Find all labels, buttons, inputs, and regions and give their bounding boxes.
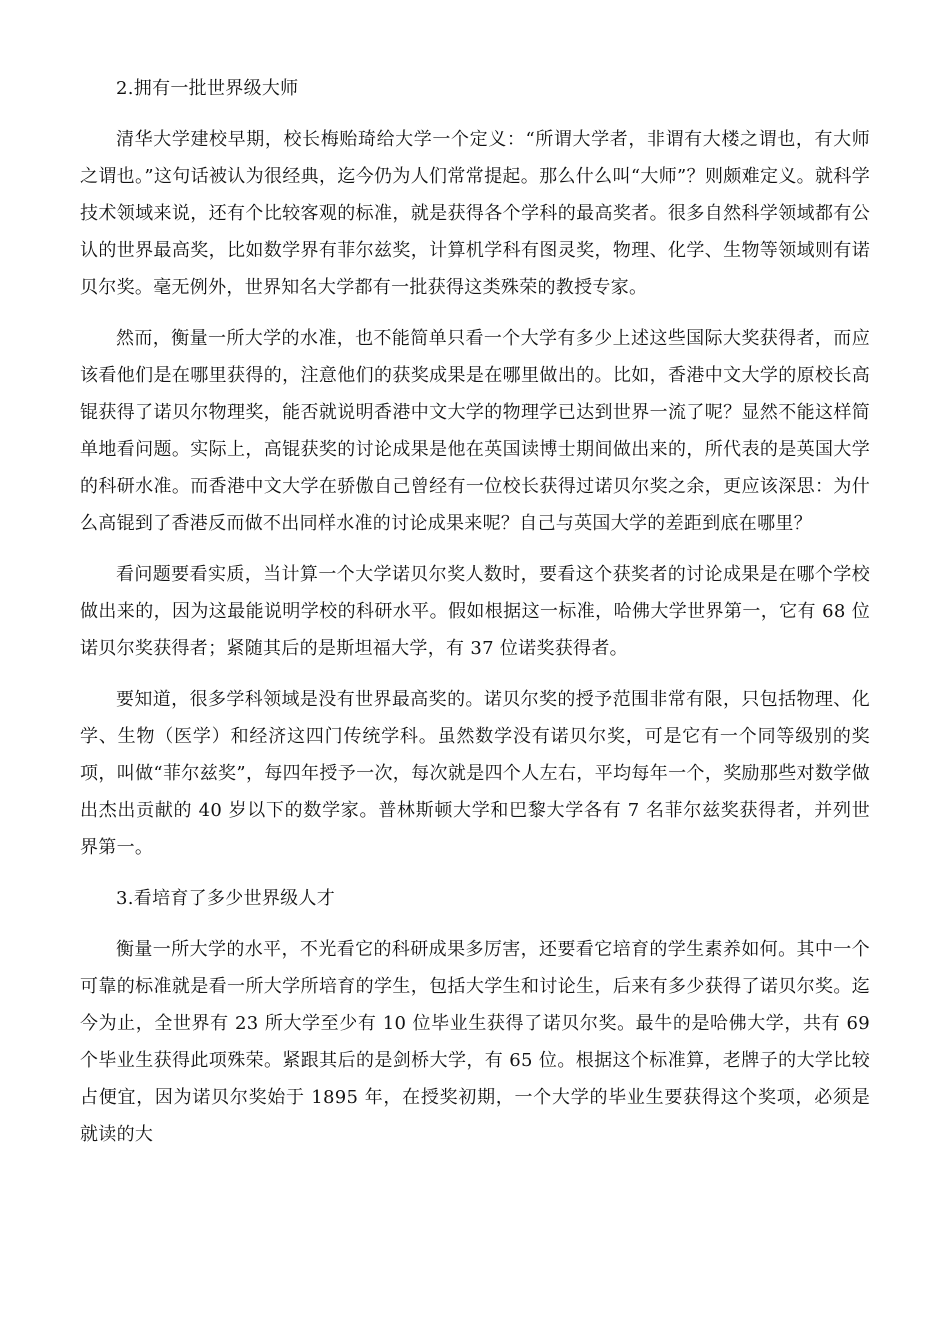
section-heading-masters: 2.拥有一批世界级大师	[116, 78, 299, 99]
paragraph-alumni-nobel: 衡量一所大学的水平，不光看它的科研成果多厉害，还要看它培育的学生素养如何。其中一个可靠的标准就是看一所大学所培育的学生，包括大学生和讨论生，后来有多少获得了诺贝尔奖。迄今为止，全世界有 23 所大学至少有 10 位毕业生获得了诺贝尔奖。最牛的是哈佛大学，共有 69 个毕业生获得此项殊荣。紧跟其后的是剑桥大学，有 65 位。根据这个标准算，老牌子的大学比较占便宜，因为诺贝尔奖始于 1895 年，在授奖初期，一个大学的毕业生要获得这个奖项，必须是就读的大	[80, 939, 870, 1145]
paragraph-definition-of-masters: 清华大学建校早期，校长梅贻琦给大学一个定义：“所谓大学者，非谓有大楼之谓也，有大师之谓也。”这句话被认为很经典，迄今仍为人们常常提起。那么什么叫“大师”？则颇难定义。就科学技术领域来说，还有个比较客观的标准，就是获得各个学科的最高奖者。很多自然科学领域都有公认的世界最高奖，比如数学界有菲尔兹奖，计算机学科有图灵奖，物理、化学、生物等领域则有诺贝尔奖。毫无例外，世界知名大学都有一批获得这类殊荣的教授专家。	[80, 129, 870, 298]
paragraph-where-prizes-earned: 然而，衡量一所大学的水准，也不能简单只看一个大学有多少上述这些国际大奖获得者，而应该看他们是在哪里获得的，注意他们的获奖成果是在哪里做出的。比如，香港中文大学的原校长高锟获得了诺贝尔物理奖，能否就说明香港中文大学的物理学已达到世界一流了呢？显然不能这样简单地看问题。实际上，高锟获奖的讨论成果是他在英国读博士期间做出来的，所代表的是英国大学的科研水准。而香港中文大学在骄傲自己曾经有一位校长获得过诺贝尔奖之余，更应该深思：为什么高锟到了香港反而做不出同样水准的讨论成果来呢？自己与英国大学的差距到底在哪里？	[80, 328, 870, 534]
paragraph-fields-medal: 要知道，很多学科领域是没有世界最高奖的。诺贝尔奖的授予范围非常有限，只包括物理、化学、生物（医学）和经济这四门传统学科。虽然数学没有诺贝尔奖，可是它有一个同等级别的奖项，叫做“菲尔兹奖”，每四年授予一次，每次就是四个人左右，平均每年一个，奖励那些对数学做出杰出贡献的 40 岁以下的数学家。普林斯顿大学和巴黎大学各有 7 名菲尔兹奖获得者，并列世界第一。	[80, 689, 870, 858]
paragraph-nobel-count-ranking: 看问题要看实质，当计算一个大学诺贝尔奖人数时，要看这个获奖者的讨论成果是在哪个学校做出来的，因为这最能说明学校的科研水平。假如根据这一标准，哈佛大学世界第一，它有 68 位诺贝尔奖获得者；紧随其后的是斯坦福大学，有 37 位诺奖获得者。	[80, 564, 870, 659]
document-body	[80, 70, 870, 1167]
section-heading-talent: 3.看培育了多少世界级人才	[116, 888, 336, 909]
